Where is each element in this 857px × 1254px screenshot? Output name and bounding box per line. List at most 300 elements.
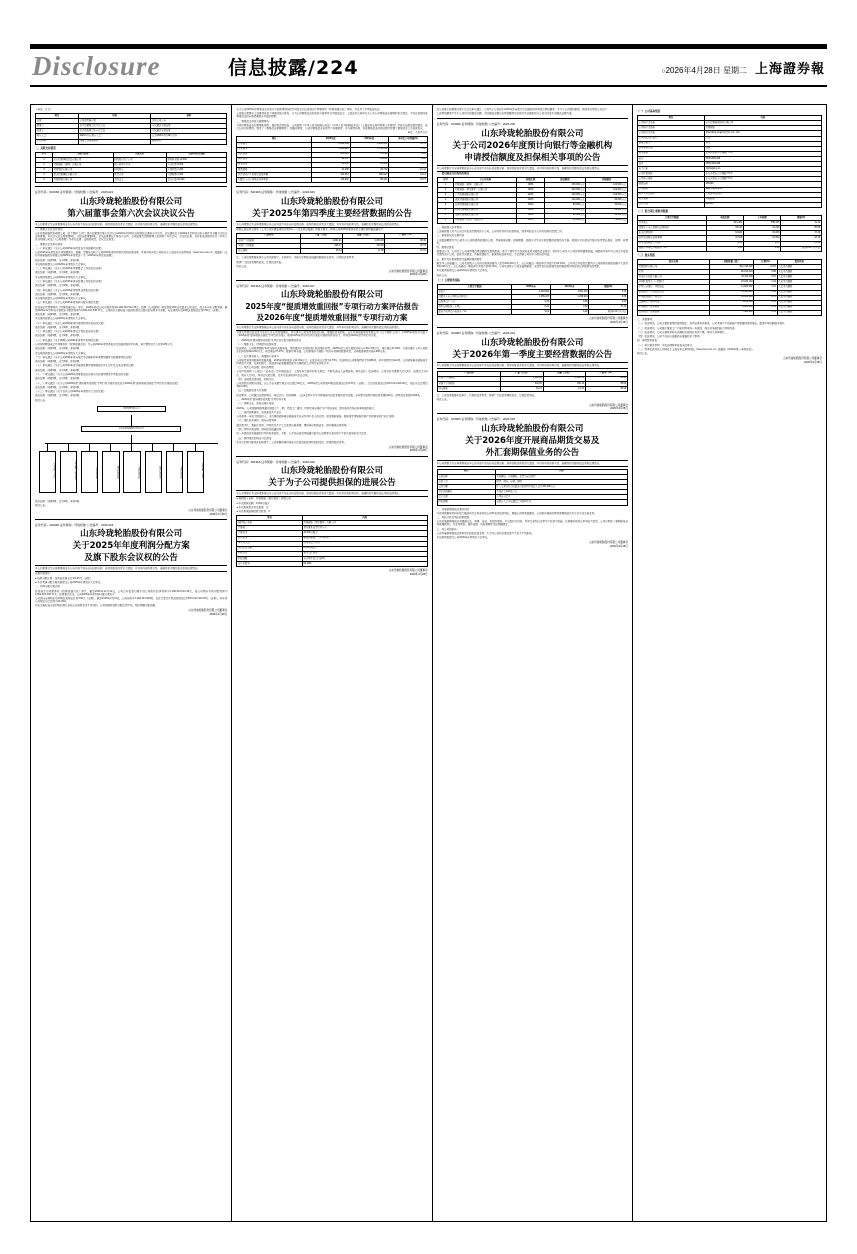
cell: 2,206,541 bbox=[350, 142, 389, 147]
col1-notice1-code: 证券代码：601966 证券简称：玲珑轮胎 公告编号：2026-021 bbox=[35, 190, 114, 195]
para: 表决结果：同意9票，反对0票，弃权0票。 bbox=[35, 325, 82, 329]
th: 2025年度 bbox=[311, 137, 350, 142]
masthead-rule-bottom bbox=[30, 85, 827, 87]
cell: 62.18% bbox=[302, 562, 427, 567]
cell: 玲珑集团有限公司 bbox=[637, 265, 709, 270]
signature-date: 2026年4月28日 bbox=[610, 320, 628, 324]
cell: 60,000万元 bbox=[586, 203, 628, 208]
para: 表决结果：同意9票，反对0票，弃权0票。 bbox=[35, 258, 82, 262]
para: 公司拟向全体股东每10股派发现金红利3.50元（含税）。截至2026年3月31日，公司总股本1,466,324,000股，以此计算合计拟派发现金红利513,213,400.00元（含税）。本年度公司现金分红比例为43.26%。 bbox=[35, 596, 228, 604]
cell: 传真 bbox=[637, 162, 704, 167]
col3-notice1-company: 山东玲珑轮胎股份有限公司 bbox=[481, 128, 584, 139]
para: （五）审议通过《关于公司2025年度利润分配方案的议案》 bbox=[35, 301, 101, 305]
th: 产品类别 bbox=[237, 233, 301, 238]
th: 产量（万条） bbox=[301, 233, 343, 238]
flow-leaf: 安徽玲珑轮胎 bbox=[166, 451, 183, 493]
cell: Shandong Linglong Tyre Co., Ltd. bbox=[704, 131, 821, 136]
signature-org: 山东玲珑轮胎股份有限公司董事会 bbox=[783, 357, 822, 361]
cell: 8.06 bbox=[389, 157, 428, 162]
cell: 监事会 bbox=[36, 129, 79, 134]
para: 特此公告。 bbox=[436, 273, 450, 277]
cell: 联系地址 bbox=[637, 151, 704, 156]
cell: 经营范围 bbox=[237, 536, 303, 541]
cell: 证券事务代表 bbox=[637, 146, 704, 151]
cell: 人民币普通股 bbox=[777, 265, 821, 270]
cell: 33,126 bbox=[706, 226, 743, 231]
cell: 100% bbox=[517, 193, 544, 198]
cell: 第六届董事会第六次会议 bbox=[78, 124, 150, 129]
flow-connector bbox=[195, 443, 196, 451]
para: ● 对外担保逾期的累计数量：0 bbox=[236, 510, 270, 514]
signature-date: 2026年4月28日 bbox=[610, 544, 628, 548]
para: （十一）审议通过《关于公司2025年度募集资金存放与实际使用情况专项报告的议案》 bbox=[35, 373, 131, 377]
signature-org: 山东玲珑轮胎股份有限公司董事会 bbox=[388, 269, 428, 273]
col4-company-info-table bbox=[637, 115, 822, 208]
cell: 增加2.12个百分点 bbox=[589, 310, 628, 315]
cell: 120,000万元 bbox=[586, 183, 628, 188]
cell: 人民币普通股 bbox=[777, 300, 821, 305]
cell: 交易工具 bbox=[437, 480, 495, 485]
cell: 642,318,400 bbox=[710, 265, 754, 270]
table-row bbox=[637, 202, 821, 207]
th: 项目 bbox=[637, 116, 704, 121]
cell: 16.41 bbox=[543, 387, 585, 392]
cell: 营业成本 bbox=[237, 147, 312, 152]
column-grid bbox=[31, 105, 826, 1221]
cell: 17.96 bbox=[343, 249, 385, 254]
para: （一）报告期内，公司主要经营情况保持稳定，各项业务有序推进。公司半钢子午线轮胎产销量继续保持增长，配套市场份额稳步提升。 bbox=[636, 322, 787, 326]
masthead-right bbox=[661, 58, 825, 77]
col2-notice3-lead: 本公司董事会及全体董事保证本公告内容不存在任何虚假记载、误导性陈述或者重大遗漏，并对其内容的真实性、准确性和完整性依法承担法律责任。 bbox=[236, 490, 427, 497]
para: 在符合利润分配条件的前提下，公司将继续保持现金分红政策的连续性和稳定性，积极回报投资者。 bbox=[236, 440, 347, 444]
th: 2024年度 bbox=[350, 137, 389, 142]
para: 特此公告。 bbox=[436, 398, 450, 402]
th: 产量（万条） bbox=[501, 371, 543, 376]
cell: 人民币普通股 bbox=[777, 280, 821, 285]
cell: 80,000万元 bbox=[544, 203, 586, 208]
cell: 农业银行－景顺长城 bbox=[637, 310, 709, 315]
th: 内容 bbox=[495, 469, 627, 474]
cell: 0.55 bbox=[754, 305, 777, 310]
cell: 80,000万元 bbox=[586, 198, 628, 203]
para: 公司开展套期保值业务遵循合法、审慎、安全、有效的原则，不以投机为目的，所有交易均以正常生产经营为基础，以规避价格和汇率风险为目的。公司已制定《套期保值业务管理制度》，对业务审批、操作流程、风险管理等作出明确规定。 bbox=[436, 520, 628, 527]
signature-org: 山东玲珑轮胎股份有限公司董事会 bbox=[589, 317, 628, 321]
cell: 公司自有资金 bbox=[495, 495, 627, 500]
col2-notice3-table bbox=[236, 515, 427, 567]
masthead-brand-cn-text: 信息披露 bbox=[228, 57, 309, 79]
cell: 1,268,904 bbox=[550, 295, 589, 300]
cell: 陕西玲珑轮胎有限公司 bbox=[454, 208, 517, 213]
cell: 12,118,420 bbox=[710, 290, 754, 295]
cell: 王锋 bbox=[637, 270, 709, 275]
cell: 张丽 bbox=[704, 146, 821, 151]
masthead-brand-latin: Disclosure bbox=[32, 51, 161, 81]
cell: 326.17 bbox=[301, 244, 343, 249]
para: 一、2025年度“提质增效重回报”专项行动方案实施情况评估 bbox=[236, 338, 302, 342]
divider bbox=[236, 280, 427, 281]
cell: 100,000万元 bbox=[586, 193, 628, 198]
cell: 公司的外文名称 bbox=[637, 131, 704, 136]
masthead-date: 2026年4月28日 星期二 bbox=[665, 66, 747, 75]
para: 表决结果：同意9票，反对0票，弃权0票。 bbox=[35, 360, 82, 364]
para: （十二）审议通过《关于公司2025年度“提质增效重回报”专项行动方案评估报告及2026年度“提质增效重回报”专项行动方案的议案》 bbox=[35, 381, 180, 385]
cell: 98.49 bbox=[385, 238, 427, 243]
cell: 审议通过全部议案 bbox=[151, 124, 227, 129]
table-row bbox=[437, 218, 627, 223]
cell: 股票代码 bbox=[637, 202, 704, 207]
signature-org: 山东玲珑轮胎股份有限公司董事会 bbox=[388, 569, 428, 573]
cell: 9.98 bbox=[389, 147, 428, 152]
cell: 全钢子午线轮胎 bbox=[437, 381, 501, 386]
cell: 288,907 bbox=[350, 173, 389, 178]
cell: 公司网址 bbox=[637, 187, 704, 192]
th: 关联方名称 bbox=[52, 152, 113, 157]
cell: 营业收入 bbox=[637, 221, 706, 226]
para: 五、累计对外担保数量及逾期担保的数量 bbox=[436, 257, 482, 261]
cell: 公司办公地址 bbox=[637, 177, 704, 182]
cell: 加权平均净资产收益率（%） bbox=[437, 310, 512, 315]
cell: 人民币普通股 bbox=[777, 290, 821, 295]
cell: 归属于上市公司股东的净利润 bbox=[637, 226, 706, 231]
para: 表决结果：同意9票，反对0票，弃权0票。 bbox=[35, 394, 82, 398]
cell: 8,000万欧元 bbox=[302, 546, 427, 551]
flow-connector bbox=[110, 443, 111, 451]
col3-notice1-section1: 一、授信额度及担保情况概述 bbox=[436, 171, 470, 175]
divider bbox=[437, 413, 628, 414]
cell: 1 bbox=[437, 183, 454, 188]
col3-table-2 bbox=[437, 284, 628, 316]
cell: 期货、期权、远期、掉期 bbox=[495, 480, 627, 485]
masthead-paper-name: 上海證券報 bbox=[754, 61, 825, 76]
para: （二）报告期内，公司塞尔维亚工厂产能利用率进一步提高，海外基地盈利能力持续改善。 bbox=[636, 326, 737, 330]
col2-notice1-subcaption: 根据上海证券交易所《上市公司自律监管指引第3号——行业信息披露》的相关要求，现将公司2025年第四季度主要经营数据披露如下： bbox=[236, 227, 386, 231]
col3-notice2-code: 证券代码：601966 证券简称：玲珑轮胎 公告编号：2026-031 bbox=[436, 331, 516, 336]
th: 增减(%) bbox=[781, 216, 822, 221]
th: 内容 bbox=[704, 116, 821, 121]
signature-date: 2026年4月28日 bbox=[409, 449, 428, 453]
cell: 塞尔维亚兹雷尼亚宁市 bbox=[302, 526, 427, 531]
cell: 150,000万元 bbox=[544, 183, 586, 188]
col2-notice1-code: 证券代码：601966 证券简称：玲珑轮胎 公告编号：2026-026 bbox=[236, 190, 315, 195]
para: （二）财务报表详见公司同日于上海证券交易所网站（www.sse.com.cn）披露的《2026年第一季度报告》。 bbox=[636, 347, 755, 351]
cell: 332,614 bbox=[311, 173, 350, 178]
cell: 玲珑轮胎（塞尔维亚）有限公司 bbox=[302, 521, 427, 526]
cell: 92,451 bbox=[311, 162, 350, 167]
signature-org: 山东玲珑轮胎股份有限公司董事会 bbox=[188, 609, 228, 613]
cell: 3 bbox=[437, 193, 454, 198]
cell: 86,214,000 bbox=[710, 270, 754, 275]
th: 股东名称 bbox=[637, 259, 709, 264]
col3-notice2-title: 关于2026年第一季度主要经营数据的公告 bbox=[452, 349, 613, 360]
cell: 天然橡胶、合成橡胶、炭黑等商品期货 bbox=[495, 474, 627, 479]
th: 本报告期 bbox=[706, 216, 743, 221]
cell: 35.66 bbox=[781, 226, 822, 231]
cell: 玲珑轮胎 bbox=[704, 126, 821, 131]
divider bbox=[236, 456, 427, 457]
th: 交易内容及金额 bbox=[166, 152, 227, 157]
cell: 265400 bbox=[704, 182, 821, 187]
para: 董事会认为，公司及子公司申请银行授信额度及提供担保，是为了满足生产经营和业务发展的资金需求，有利于公司及子公司的持续健康发展。被担保对象均为公司合并报表范围内的子公司，经营状况稳定，具备偿债能力，担保风险总体可控，不会损害公司及中小股东的利益。 bbox=[436, 250, 628, 257]
th: 产销率（%） bbox=[585, 371, 627, 376]
table-row bbox=[36, 178, 227, 183]
cell: 0.23 bbox=[706, 241, 743, 246]
col3-notice1-title-2: 申请授信额度及担保相关事项的公告 bbox=[464, 152, 601, 163]
cell: 玲珑轮胎（塞尔维亚）有限公司 bbox=[454, 188, 517, 193]
cell: 37.29 bbox=[589, 305, 628, 310]
col3-notice2-signature bbox=[437, 404, 628, 411]
cell: 刘勇 bbox=[704, 141, 821, 146]
cell: 100% bbox=[517, 198, 544, 203]
col2-notice1-notes bbox=[236, 256, 427, 268]
cell: 玲珑轮胎 bbox=[704, 197, 821, 202]
col2-notice3-code: 证券代码：601966 证券简称：玲珑轮胎 公告编号：2026-029 bbox=[236, 459, 315, 464]
para: 表决结果：同意9票，反对0票，弃权0票。 bbox=[35, 292, 82, 296]
cell: 增加0.52个百分点 bbox=[781, 246, 822, 251]
para: 特此公告。 bbox=[35, 504, 48, 508]
cell: 100% bbox=[517, 203, 544, 208]
col2-notice1-company: 山东玲珑轮胎股份有限公司 bbox=[280, 196, 383, 207]
cell: 关联法人 bbox=[113, 178, 166, 183]
cell: 中国建设银行－易方达 bbox=[637, 295, 709, 300]
cell: 联营企业 bbox=[113, 173, 166, 178]
cell: 1,834.26 bbox=[343, 238, 385, 243]
cell: 70,000万元 bbox=[586, 218, 628, 223]
cell: 5 bbox=[36, 178, 53, 183]
col3-notice1-title-1: 关于公司2026年度预计向银行等金融机构 bbox=[452, 140, 613, 151]
cell: 2.87 bbox=[754, 275, 777, 280]
para: 本议案尚需提交公司2025年年度股东大会审议。 bbox=[436, 536, 490, 540]
th: 本年比上年增减(%) bbox=[389, 137, 428, 142]
cell: 6.88 bbox=[589, 295, 628, 300]
flow-leaf: 玲珑轮胎（巴西） bbox=[187, 451, 204, 493]
cell: 80,000万元 bbox=[544, 208, 586, 213]
cell: 9,216,400 bbox=[710, 300, 754, 305]
cell: 安徽玲珑轮胎有限公司 bbox=[454, 213, 517, 218]
para: （二）加大研发投入，增强核心竞争力 bbox=[236, 354, 279, 358]
col1-table-2 bbox=[35, 152, 227, 184]
cell: 人民币普通股 bbox=[777, 275, 821, 280]
para: 为深入贯彻以投资者为本的上市公司发展理念，切实提升公司质量和投资价值，增强投资者回报，山东玲珑轮胎股份有限公司（以下简称“公司”）于2025年制定并实施了《2025年度“提质增效重回报”专项行动方案》。现将2025年度专项行动方案的实施情况评估如下，并制定2026年度专项行动方案。 bbox=[236, 331, 428, 338]
cell: 劳务服务 3,400 bbox=[166, 173, 227, 178]
cell: 1.01 bbox=[754, 285, 777, 290]
para: 注：上述经营数据来源于公司内部统计，未经审计，可能与定期报告披露的数据存在差异，仅供投资者参考。 bbox=[236, 256, 357, 260]
column-1 bbox=[31, 105, 231, 1221]
cell: 6 bbox=[437, 208, 454, 213]
col3-table2-caption: （二）主要财务指标 bbox=[436, 278, 460, 282]
cell: 8.11 bbox=[589, 290, 628, 295]
th: 比例(%) bbox=[754, 259, 777, 264]
cell: 中国银行－嘉实增长 bbox=[637, 305, 709, 310]
cell: 注册资本 bbox=[237, 531, 303, 536]
cell: 97.93 bbox=[385, 249, 427, 254]
col2-notice2-body bbox=[236, 331, 427, 444]
flow-leaf: 长春玲珑轮胎 bbox=[123, 451, 140, 493]
cell: 106,812 bbox=[311, 152, 350, 157]
flow-connector bbox=[152, 443, 153, 451]
th: 2025年末 bbox=[512, 284, 551, 289]
cell: 15.13 bbox=[389, 173, 428, 178]
para: （五）保持稳定的现金分红政策 bbox=[236, 436, 272, 440]
para: 经容诚会计师事务所（特殊普通合伙）审计，2025年度母公司实现净利润1,186,324,512.36元，按照《公司章程》规定提取10%法定盈余公积金后，加上年初未分配利润，截至2025年12月31日可供股东分配的利润为4,862,115,308.77元。公司拟以实施权益分派股权登记日登记的总股本为基数，向全体股东每10股派发现金红利3.50元（含税）。 bbox=[35, 305, 228, 312]
cell: 公司全资子公司 bbox=[302, 541, 427, 546]
th: 持股数量（股） bbox=[710, 259, 754, 264]
cell: 电子信箱 bbox=[637, 167, 704, 172]
th: 内容 bbox=[302, 516, 427, 521]
cell: 98,337 bbox=[311, 157, 350, 162]
col3-notice1-signature bbox=[437, 317, 628, 324]
cell: 公司注册地址 bbox=[637, 172, 704, 177]
cell: 31,844 bbox=[706, 231, 743, 236]
flow-connector bbox=[47, 443, 48, 451]
para: （二）审议通过《关于公司2025年度董事会工作报告的议案》 bbox=[35, 267, 104, 271]
cell: 86,421 bbox=[350, 178, 389, 183]
cell: -21.44 bbox=[389, 167, 428, 172]
cell: 160,000万元 bbox=[586, 188, 628, 193]
para: （七）审议通过《关于公司2025年度社会责任报告的议案》 bbox=[35, 330, 101, 334]
para: 截至本公告披露日，公司及控股子公司对外担保总额为人民币436,200万元，占公司最近一期经审计净资产的32.16%；公司对合并报表范围内子公司提供的担保总额为人民币436,200万元，占公司最近一期经审计净资产的32.16%。公司及控股子公司无逾期担保、无涉及诉讼的担保及因担保被判决败诉而应承担损失的情形。 bbox=[436, 261, 628, 269]
cell: 扣非后净利润 bbox=[637, 231, 706, 236]
para: （四）重视投资者回报，积极分红 bbox=[236, 377, 274, 381]
divider bbox=[437, 327, 628, 328]
para: （一）聚焦主业，持续提升经营质量 bbox=[236, 342, 277, 346]
cell: 总资产 bbox=[437, 290, 512, 295]
para: （一）深耕主业，加快全球化布局 bbox=[236, 402, 274, 406]
cell: 7,426,900 bbox=[710, 310, 754, 315]
cell: 经营活动现金流量净额 bbox=[637, 236, 706, 241]
th: 项目 bbox=[437, 469, 495, 474]
divider bbox=[236, 186, 427, 187]
flow-leaf: 湖北玲珑轮胎 bbox=[102, 451, 119, 493]
flow-connector bbox=[173, 443, 174, 451]
para: 一、董事会会议召开情况 bbox=[35, 227, 63, 231]
col1-notice2-lead: 本公司董事会及全体董事保证本公告内容不存在任何虚假记载、误导性陈述或者重大遗漏，并对其内容的真实性、准确性和完整性依法承担法律责任。 bbox=[35, 565, 227, 572]
cell: 山东玲珑国际投资有限公司 bbox=[52, 157, 113, 162]
cell: 0.17 bbox=[743, 241, 780, 246]
cell: 0535-8211166 bbox=[704, 156, 821, 161]
para: （三）报告期内，公司主要原材料天然橡胶价格同比有所下降，带动毛利率提升。 bbox=[636, 330, 727, 334]
masthead-brand-cn bbox=[228, 53, 359, 80]
cell: 118,632 bbox=[311, 178, 350, 183]
cell: 第六届监事会第五次会议 bbox=[78, 129, 150, 134]
cell: 广西玲珑轮胎有限公司 bbox=[454, 193, 517, 198]
col2-notice2-lead: 本公司董事会及全体董事保证本公告内容不存在任何虚假记载、误导性陈述或者重大遗漏，并对其内容的真实性、准确性和完整性依法承担法律责任。 bbox=[236, 324, 427, 331]
para: 二、董事会会议审议情况 bbox=[35, 242, 63, 246]
para: 报告期内，公司通过业绩说明会、电话会议、机构调研、上证e互动平台等多种渠道与投资者保持密切沟通。全年累计接待机构投资者调研42次，回复投资者提问186条。 bbox=[236, 393, 423, 397]
divider bbox=[35, 519, 227, 520]
col2-table1-caption: 单位：人民币万元 bbox=[407, 131, 428, 135]
cell: 王锋 bbox=[704, 136, 821, 141]
masthead-page-no: /224 bbox=[308, 57, 359, 79]
cell: 3,902,118 bbox=[550, 290, 589, 295]
para: （四）持续完善治理，提高信息披露质量 bbox=[236, 428, 282, 431]
column-2 bbox=[231, 105, 431, 1221]
th: 主要会计数据 bbox=[437, 284, 512, 289]
cell: 1.90 bbox=[743, 246, 780, 251]
col1-table2-caption: 二、关联交易情况 bbox=[35, 146, 56, 150]
cell: 11.59 bbox=[389, 142, 428, 147]
signature-date: 2026年4月28日 bbox=[209, 612, 228, 616]
col3-notice3-title-1: 关于2026年度开展商品期货交易及 bbox=[465, 435, 600, 446]
col3-top-text bbox=[437, 108, 628, 115]
cell: 担保期限 bbox=[237, 556, 303, 561]
table-row bbox=[637, 310, 821, 315]
cell: www.linglong.cn bbox=[704, 187, 821, 192]
col1-notice1-title: 第六届董事会第六次会议决议公告 bbox=[67, 208, 195, 219]
cell: 8,002,118 bbox=[710, 305, 754, 310]
para: （十三）审议通过《关于召开公司2025年年度股东大会的议案》 bbox=[35, 390, 106, 394]
col3-notice1-lead: 本公司董事会及全体董事保证本公告内容不存在任何虚假记载、误导性陈述或者重大遗漏，并对其内容的真实性、准确性和完整性依法承担法律责任。 bbox=[437, 165, 628, 172]
col1-notice2-title-1: 关于2025年年度利润分配方案 bbox=[72, 541, 190, 552]
cell: 318.92 bbox=[343, 244, 385, 249]
th: 持股比例 bbox=[517, 177, 544, 182]
th: 序号 bbox=[36, 152, 53, 157]
cell: 1,862.41 bbox=[301, 238, 343, 243]
cell: 本次担保金额 bbox=[237, 546, 303, 551]
cell: 议案 bbox=[36, 119, 79, 124]
col2-notice1-signature bbox=[236, 270, 427, 277]
cell: 7 bbox=[437, 213, 454, 218]
para: 本议案尚需提交公司2025年年度股东大会审议。 bbox=[35, 317, 89, 321]
flow-connector bbox=[131, 443, 132, 451]
table-row bbox=[237, 562, 427, 567]
th: 销量（万条） bbox=[543, 371, 585, 376]
cell: 招商银行－兴全趋势投资 bbox=[637, 290, 709, 295]
cell: 1,356,227 bbox=[512, 295, 551, 300]
cell: 4,218,662 bbox=[512, 290, 551, 295]
cell: 基本每股收益（元/股） bbox=[437, 305, 512, 310]
para: ● 本次利润分配方案尚需提交公司2025年年度股东大会审议。 bbox=[35, 581, 103, 585]
para: 表决结果：同意9票，反对0票，弃权0票。 bbox=[35, 499, 82, 503]
cell: 股东大会 bbox=[36, 134, 79, 139]
para: 三、对公司的影响 bbox=[436, 527, 457, 531]
col2-notice3-title: 关于为子公司提供担保的进展公告 bbox=[268, 478, 396, 489]
cell: 1 bbox=[36, 157, 53, 162]
col2-notice2-title-1: 2025年度“提质增效重回报”专项行动方案评估报告 bbox=[245, 302, 419, 312]
para: （八）审议通过《关于续聘公司2026年度审计机构的议案》 bbox=[35, 338, 101, 342]
para: 公司开展套期保值业务有利于稳定经营业绩，不会对公司的日常经营产生重大不利影响。 bbox=[436, 532, 535, 536]
col4-shareholders-table bbox=[637, 259, 822, 316]
cell: 继续聘任 bbox=[151, 139, 227, 144]
para: （十）审议通过《关于公司2026年度开展商品期货套期保值及外汇衍生品交易业务的议案》 bbox=[35, 364, 136, 368]
th: 关联关系 bbox=[113, 152, 166, 157]
para: 三、担保协议的主要内容 bbox=[436, 234, 465, 238]
cell: 2,462,318 bbox=[311, 142, 350, 147]
cell: 山东省招远市金城路777号 bbox=[704, 177, 821, 182]
para: 二、被担保人基本情况 bbox=[436, 225, 462, 229]
table-row bbox=[437, 310, 627, 315]
cell: 同一控制下企业 bbox=[113, 163, 166, 168]
cell: 6.92 bbox=[550, 310, 589, 315]
cell: 120,000万元 bbox=[544, 193, 586, 198]
cell: 财务费用 bbox=[237, 167, 312, 172]
signature-date: 2026年4月28日 bbox=[209, 512, 228, 516]
signature-date: 2026年4月28日 bbox=[804, 360, 822, 364]
cell: 1.24 bbox=[754, 280, 777, 285]
cell: 9.25 bbox=[512, 300, 551, 305]
cell: 43.81 bbox=[754, 265, 777, 270]
para: ● 本次担保是否有反担保：否 bbox=[236, 505, 269, 509]
para: 公司将进一步加大研发投入，重点推进液体黄金轮胎技术在全系列产品上的应用，加快智能轮胎、新能源专用轮胎等新产品的研发和产业化进程。 bbox=[236, 415, 397, 419]
cell: 0.73 bbox=[754, 295, 777, 300]
cell: 公司章程修订案 bbox=[78, 119, 150, 124]
para: 表决结果：同意9票，反对0票，弃权0票。 bbox=[35, 377, 82, 381]
para: （九）审议通过《关于公司2026年度向银行等金融机构申请授信额度及担保事项的议案》 bbox=[35, 355, 134, 359]
col3-notice1-body bbox=[437, 226, 628, 277]
para: 特此公告。 bbox=[35, 398, 48, 402]
para: 通过数字化、智能化改造，持续优化生产工艺和供应链管理，降低单位制造成本，提升整体运营效率。 bbox=[236, 423, 349, 427]
cell: 轮胎的研发、生产与销售 bbox=[302, 536, 427, 541]
cell: 容诚会计师事务所 bbox=[78, 139, 150, 144]
